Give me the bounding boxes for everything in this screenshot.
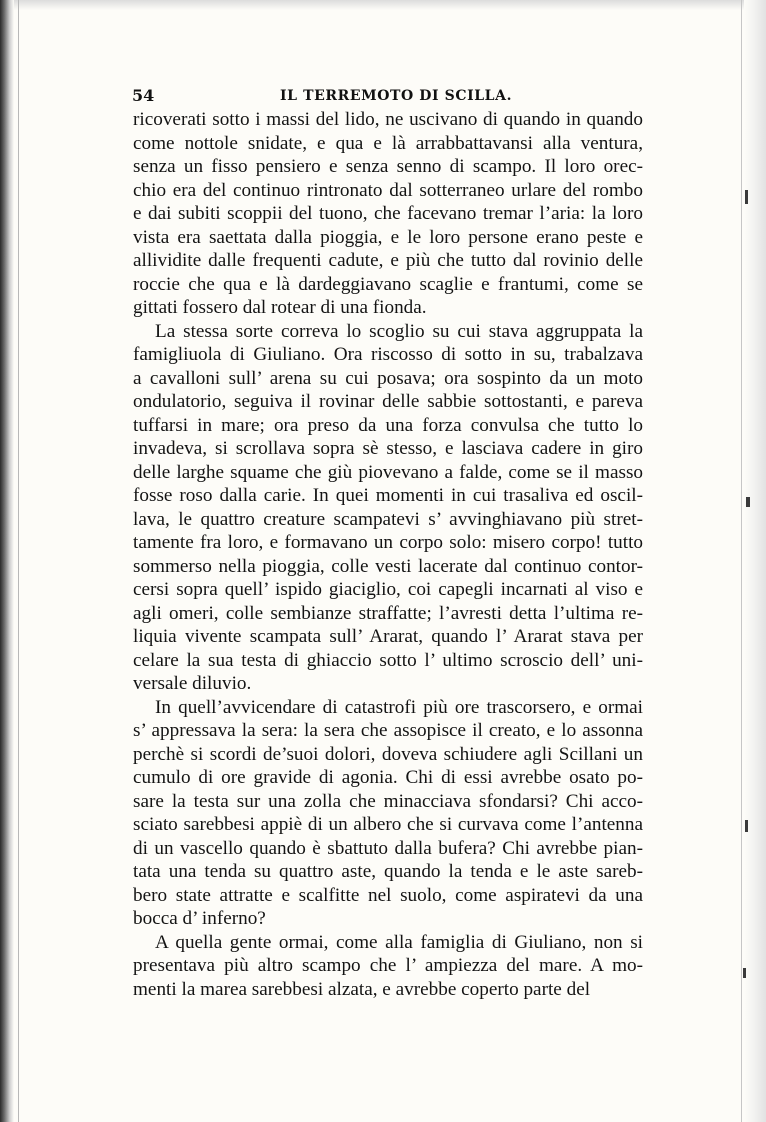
scan-mark — [746, 497, 750, 507]
page-right-edge-line — [741, 0, 742, 1122]
text-line: La stessa sorte correva lo scoglio su cui stava aggruppata la — [155, 320, 643, 342]
text-line: tamente fra loro, e formavano un corpo solo: misero corpo! tutto — [133, 532, 643, 553]
text-line: a cavalloni sull’ arena su cui posava; ora sospinto da un moto — [133, 367, 643, 389]
running-title: IL TERREMOTO DI SCILLA. — [280, 88, 513, 104]
text-line: s’ appressava la sera: la sera che assopisce il creato, e lo assonna — [133, 720, 643, 741]
text-line: e dai subiti scoppii del tuono, che facevano tremar l’aria: la loro — [133, 203, 643, 224]
text-line: bero state attratte e scalfitte nel suolo, come aspiratevi da una — [133, 884, 643, 906]
text-line: cumulo di ore gravide di agonia. Chi di essi avrebbe osato po- — [133, 767, 643, 788]
text-line: perchè si scordi de’suoi dolori, doveva schiudere agli Scillani un — [133, 743, 643, 765]
text-line: roccie che qua e là dardeggiavano scaglie e frantumi, come se — [133, 273, 643, 295]
text-line: sciato sarebbesi appiè di un albero che si curvava come l’antenna — [133, 814, 643, 835]
text-line: A quella gente ormai, come alla famiglia di Giuliano, non si — [155, 931, 643, 953]
page-header — [132, 86, 642, 108]
scan-mark — [745, 190, 748, 204]
text-line: celare la sua testa di ghiaccio sotto l’ ultimo scroscio dell’ uni- — [133, 649, 643, 671]
text-line: tuffarsi in mare; ora preso da una forza convulsa che tutto lo — [133, 414, 643, 436]
book-spine-shadow — [0, 0, 14, 1122]
text-line: vista era saettata dalla pioggia, e le loro persone erano peste e — [133, 226, 643, 248]
text-line: sare la testa sur una zolla che minacciava sfondarsi? Chi acco- — [133, 790, 643, 812]
paragraph — [133, 696, 643, 931]
text-line: lava, le quattro creature scampatevi s’ avvinghiavano più stret- — [133, 508, 643, 530]
text-line: senza un fisso pensiero e senza senno di scampo. Il loro orec- — [133, 156, 643, 177]
text-line: ricoverati sotto i massi del lido, ne uscivano di quando in quando — [133, 109, 643, 130]
scan-mark — [745, 820, 748, 832]
text-line: liquia vivente scampata sull’ Ararat, quando l’ Ararat stava per — [133, 626, 643, 647]
body-text — [133, 108, 643, 1001]
text-line: agli omeri, colle sembianze straffatte; l’avresti detta l’ultima re- — [133, 602, 643, 624]
text-line: gittati fossero dal rotear di una fionda. — [133, 297, 427, 318]
text-line: tata una tenda su quattro aste, quando la tenda e le aste sareb- — [133, 861, 643, 882]
page-number: 54 — [132, 86, 155, 105]
text-line: di un vascello quando è sbattuto dalla bufera? Chi avrebbe pian- — [133, 837, 643, 859]
page-left-edge-line — [18, 0, 19, 1122]
text-line: allividite dalle frequenti cadute, e più che tutto dal rovinio delle — [133, 250, 643, 271]
text-line: delle larghe squame che giù piovevano a falde, come se il masso — [133, 461, 643, 483]
text-line: invadeva, si scrollava sopra sè stesso, e lasciava cadere in giro — [133, 438, 643, 459]
paragraph — [133, 320, 643, 696]
text-line: bocca d’ inferno? — [133, 908, 266, 929]
text-line: In quell’avvicendare di catastrofi più ore trascorsero, e ormai — [155, 696, 643, 718]
page-top-edge — [0, 0, 766, 10]
page-right-edge-shadow — [744, 0, 766, 1122]
text-line: chio era del continuo rintronato dal sotterraneo urlare del rombo — [133, 179, 643, 201]
text-line: menti la marea sarebbesi alzata, e avrebbe coperto parte del — [133, 978, 591, 1000]
text-line: come nottole snidate, e qua e là arrabbattavansi alla ventura, — [133, 132, 643, 154]
text-line: cersi sopra quell’ ispido giaciglio, coi capegli incarnati al viso e — [133, 579, 643, 600]
paragraph — [133, 108, 643, 320]
text-line: fosse roso dalla carie. In quei momenti in cui trasaliva ed oscil- — [133, 485, 643, 506]
text-line: presentava più altro scampo che l’ ampiezza del mare. A mo- — [133, 955, 643, 976]
text-line: versale diluvio. — [133, 673, 252, 694]
paragraph — [133, 931, 643, 1002]
text-line: famigliuola di Giuliano. Ora riscosso di sotto in su, trabalzava — [133, 344, 643, 365]
scan-mark — [743, 968, 746, 978]
text-line: sommerso nella pioggia, colle vesti lacerate dal continuo contor- — [133, 555, 643, 577]
text-line: ondulatorio, seguiva il rovinar delle sabbie sottostanti, e pareva — [133, 391, 643, 412]
